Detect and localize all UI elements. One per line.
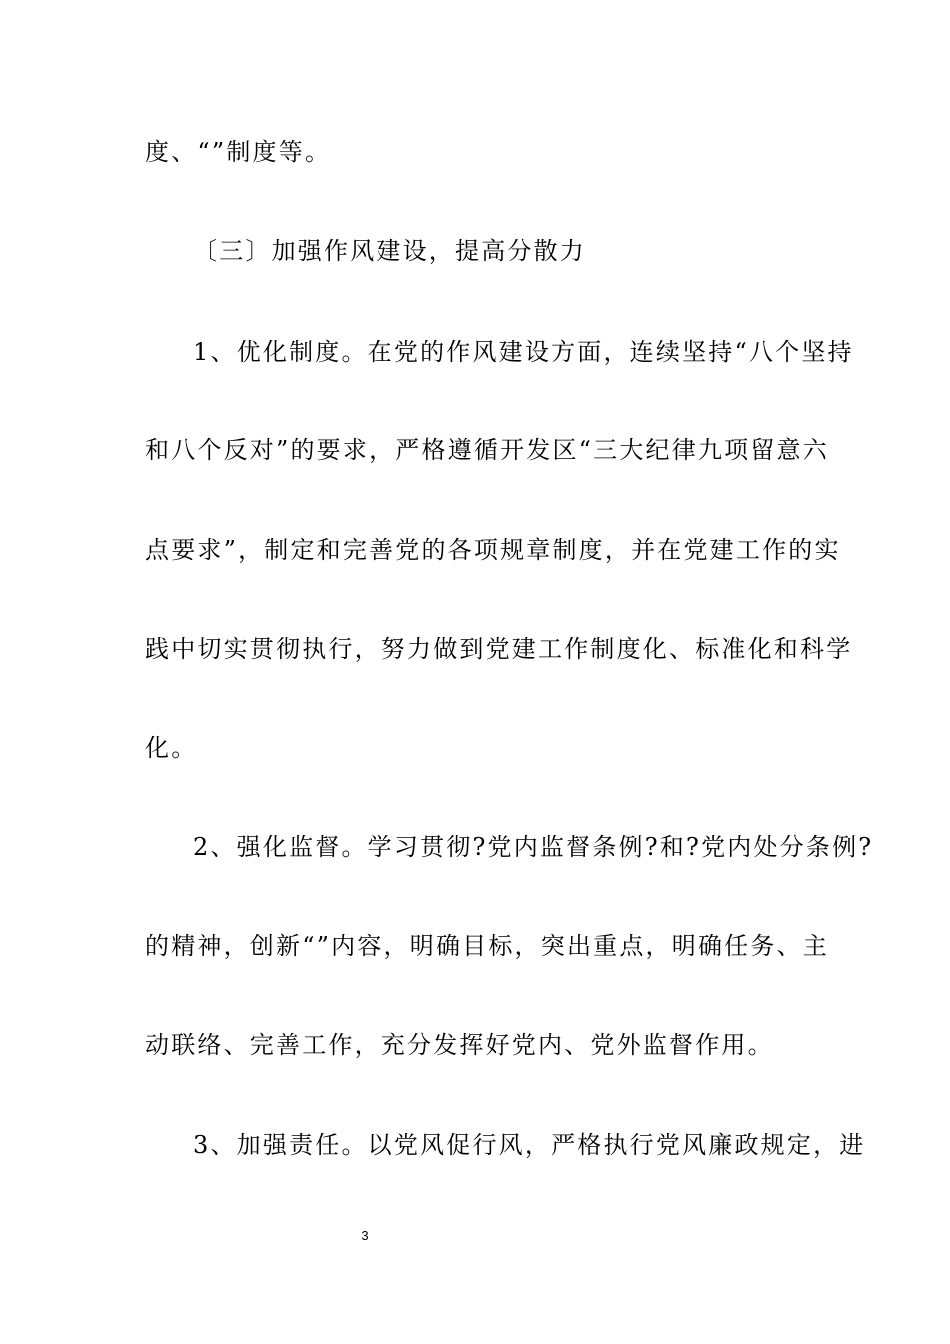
text-line-1: 度、“”制度等。 (145, 138, 332, 166)
section-heading: 〔三〕加强作风建设，提高分散力 (193, 237, 586, 265)
text-line-6: 践中切实贯彻执行，努力做到党建工作制度化、标准化和科学 (145, 635, 853, 663)
text-line-9: 的精神，创新“”内容，明确目标，突出重点，明确任务、主 (145, 932, 829, 960)
text-line-11: 3、加强责任。以党风促行风，严格执行党风廉政规定，进 (193, 1131, 866, 1159)
text-line-5: 点要求”，制定和完善党的各项规章制度，并在党建工作的实 (145, 536, 841, 564)
text-line-10: 动联络、完善工作，充分发挥好党内、党外监督作用。 (145, 1031, 774, 1059)
page-number: 3 (361, 1228, 369, 1243)
text-line-7: 化。 (145, 734, 198, 762)
text-line-3: 1、优化制度。在党的作风建设方面，连续坚持“八个坚持 (193, 338, 854, 366)
text-line-8: 2、强化监督。学习贯彻?党内监督条例?和?党内处分条例? (193, 833, 874, 861)
text-line-4: 和八个反对”的要求，严格遵循开发区“三大纪律九项留意六 (145, 436, 829, 464)
